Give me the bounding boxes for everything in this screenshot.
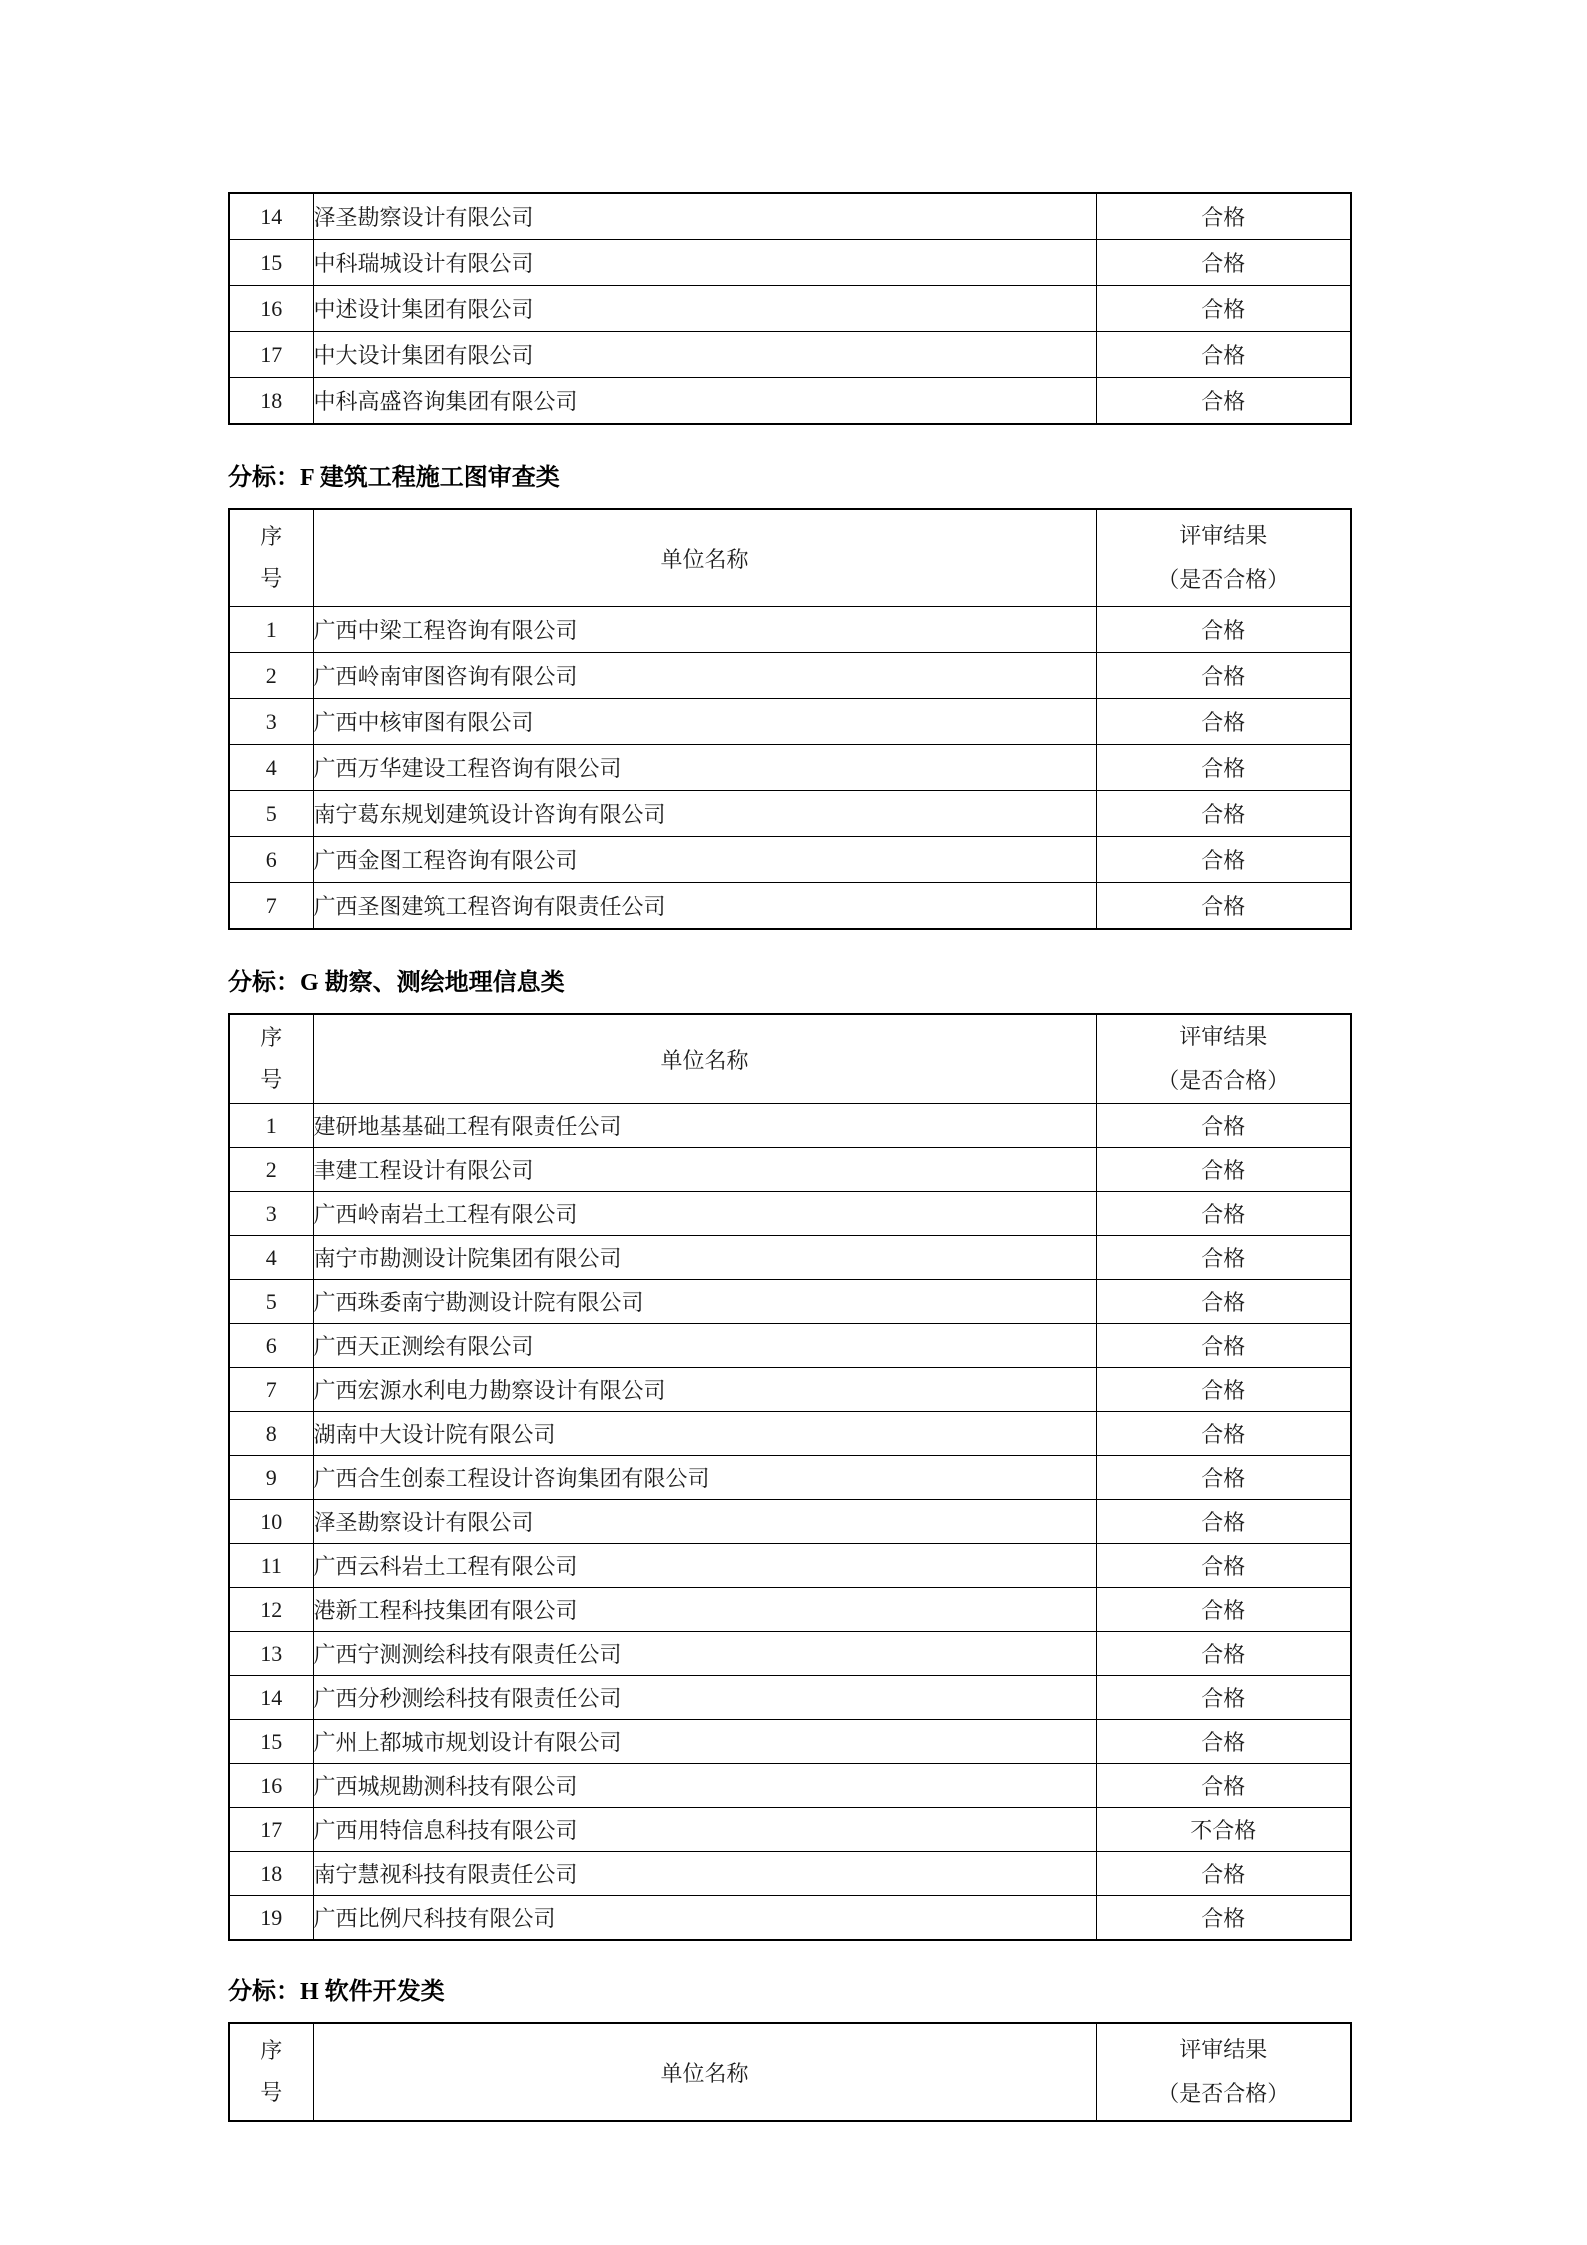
row-number: 4 bbox=[229, 745, 313, 791]
review-result: 合格 bbox=[1096, 1324, 1351, 1368]
table-row bbox=[229, 286, 1351, 332]
row-number: 8 bbox=[229, 1412, 313, 1456]
header-result-line2: （是否合格） bbox=[1157, 2081, 1290, 2106]
company-name: 广西岭南审图咨询有限公司 bbox=[313, 653, 1096, 699]
table-row bbox=[229, 1412, 1351, 1456]
table-f bbox=[228, 508, 1352, 930]
table-h-head bbox=[229, 2023, 1351, 2121]
table-row bbox=[229, 1104, 1351, 1148]
table-row bbox=[229, 1192, 1351, 1236]
company-name: 湖南中大设计院有限公司 bbox=[313, 1412, 1096, 1456]
header-row bbox=[229, 509, 1351, 607]
review-result: 合格 bbox=[1096, 791, 1351, 837]
row-number: 3 bbox=[229, 1192, 313, 1236]
row-number: 5 bbox=[229, 791, 313, 837]
review-result: 合格 bbox=[1096, 286, 1351, 332]
company-name: 中述设计集团有限公司 bbox=[313, 286, 1096, 332]
company-name: 南宁市勘测设计院集团有限公司 bbox=[313, 1236, 1096, 1280]
company-name: 中科高盛咨询集团有限公司 bbox=[313, 378, 1096, 425]
review-result: 合格 bbox=[1096, 1368, 1351, 1412]
row-number: 16 bbox=[229, 1764, 313, 1808]
table-row bbox=[229, 1500, 1351, 1544]
section-f-title: 分标：F 建筑工程施工图审查类 bbox=[228, 465, 560, 491]
table-row bbox=[229, 378, 1351, 425]
table-row bbox=[229, 1764, 1351, 1808]
table-h bbox=[228, 2022, 1352, 2122]
header-result-line2: （是否合格） bbox=[1157, 1068, 1290, 1093]
review-result: 合格 bbox=[1096, 883, 1351, 930]
row-number: 2 bbox=[229, 1148, 313, 1192]
row-number: 16 bbox=[229, 286, 313, 332]
header-cell-no: 序号 bbox=[229, 2023, 313, 2121]
review-result: 合格 bbox=[1096, 1588, 1351, 1632]
table-row bbox=[229, 1324, 1351, 1368]
review-result: 合格 bbox=[1096, 1148, 1351, 1192]
review-result: 合格 bbox=[1096, 745, 1351, 791]
table-row bbox=[229, 1544, 1351, 1588]
review-result: 合格 bbox=[1096, 1192, 1351, 1236]
table-row bbox=[229, 1632, 1351, 1676]
company-name: 广州上都城市规划设计有限公司 bbox=[313, 1720, 1096, 1764]
company-name: 广西宏源水利电力勘察设计有限公司 bbox=[313, 1368, 1096, 1412]
review-result: 合格 bbox=[1096, 837, 1351, 883]
header-cell-name: 单位名称 bbox=[313, 1014, 1096, 1104]
table-e-continued bbox=[228, 192, 1352, 425]
header-result-line1: 评审结果 bbox=[1179, 2037, 1268, 2062]
table-row bbox=[229, 883, 1351, 930]
review-result: 合格 bbox=[1096, 1896, 1351, 1941]
document-content bbox=[228, 192, 1350, 2122]
row-number: 13 bbox=[229, 1632, 313, 1676]
review-result: 合格 bbox=[1096, 1764, 1351, 1808]
review-result: 合格 bbox=[1096, 607, 1351, 653]
table-g-head bbox=[229, 1014, 1351, 1104]
header-cell-no: 序号 bbox=[229, 509, 313, 607]
review-result: 合格 bbox=[1096, 1104, 1351, 1148]
table-row bbox=[229, 837, 1351, 883]
review-result: 合格 bbox=[1096, 653, 1351, 699]
company-name: 南宁葛东规划建筑设计咨询有限公司 bbox=[313, 791, 1096, 837]
row-number: 10 bbox=[229, 1500, 313, 1544]
company-name: 广西金图工程咨询有限公司 bbox=[313, 837, 1096, 883]
header-result-line1: 评审结果 bbox=[1179, 523, 1268, 548]
company-name: 广西岭南岩土工程有限公司 bbox=[313, 1192, 1096, 1236]
row-number: 7 bbox=[229, 1368, 313, 1412]
company-name: 广西云科岩土工程有限公司 bbox=[313, 1544, 1096, 1588]
table-row bbox=[229, 745, 1351, 791]
table-row bbox=[229, 1676, 1351, 1720]
company-name: 广西中核审图有限公司 bbox=[313, 699, 1096, 745]
table-row bbox=[229, 1236, 1351, 1280]
review-result: 合格 bbox=[1096, 1280, 1351, 1324]
company-name: 广西珠委南宁勘测设计院有限公司 bbox=[313, 1280, 1096, 1324]
table-row bbox=[229, 1720, 1351, 1764]
company-name: 南宁慧视科技有限责任公司 bbox=[313, 1852, 1096, 1896]
table-row bbox=[229, 1456, 1351, 1500]
company-name: 广西宁测测绘科技有限责任公司 bbox=[313, 1632, 1096, 1676]
review-result: 不合格 bbox=[1096, 1808, 1351, 1852]
review-result: 合格 bbox=[1096, 1852, 1351, 1896]
header-cell-no: 序号 bbox=[229, 1014, 313, 1104]
review-result: 合格 bbox=[1096, 699, 1351, 745]
row-number: 12 bbox=[229, 1588, 313, 1632]
header-row bbox=[229, 1014, 1351, 1104]
row-number: 9 bbox=[229, 1456, 313, 1500]
header-row bbox=[229, 2023, 1351, 2121]
row-number: 5 bbox=[229, 1280, 313, 1324]
table-row bbox=[229, 332, 1351, 378]
section-h-title: 分标：H 软件开发类 bbox=[228, 1979, 445, 2005]
review-result: 合格 bbox=[1096, 378, 1351, 425]
review-result: 合格 bbox=[1096, 1632, 1351, 1676]
review-result: 合格 bbox=[1096, 1676, 1351, 1720]
company-name: 广西比例尺科技有限公司 bbox=[313, 1896, 1096, 1941]
table-row bbox=[229, 1896, 1351, 1941]
row-number: 17 bbox=[229, 332, 313, 378]
review-result: 合格 bbox=[1096, 193, 1351, 240]
table-row bbox=[229, 1808, 1351, 1852]
row-number: 18 bbox=[229, 1852, 313, 1896]
header-cell-result bbox=[1096, 509, 1351, 607]
header-cell-result bbox=[1096, 1014, 1351, 1104]
table-row bbox=[229, 1148, 1351, 1192]
row-number: 4 bbox=[229, 1236, 313, 1280]
table-row bbox=[229, 607, 1351, 653]
review-result: 合格 bbox=[1096, 1544, 1351, 1588]
row-number: 17 bbox=[229, 1808, 313, 1852]
review-result: 合格 bbox=[1096, 332, 1351, 378]
company-name: 中大设计集团有限公司 bbox=[313, 332, 1096, 378]
table-row bbox=[229, 699, 1351, 745]
row-number: 15 bbox=[229, 240, 313, 286]
row-number: 1 bbox=[229, 607, 313, 653]
table-f-head bbox=[229, 509, 1351, 607]
company-name: 港新工程科技集团有限公司 bbox=[313, 1588, 1096, 1632]
header-cell-name: 单位名称 bbox=[313, 509, 1096, 607]
company-name: 广西合生创泰工程设计咨询集团有限公司 bbox=[313, 1456, 1096, 1500]
row-number: 1 bbox=[229, 1104, 313, 1148]
table-row bbox=[229, 240, 1351, 286]
company-name: 广西天正测绘有限公司 bbox=[313, 1324, 1096, 1368]
review-result: 合格 bbox=[1096, 1412, 1351, 1456]
company-name: 中科瑞城设计有限公司 bbox=[313, 240, 1096, 286]
row-number: 11 bbox=[229, 1544, 313, 1588]
company-name: 建研地基基础工程有限责任公司 bbox=[313, 1104, 1096, 1148]
table-row bbox=[229, 1852, 1351, 1896]
header-cell-result bbox=[1096, 2023, 1351, 2121]
company-name: 广西圣图建筑工程咨询有限责任公司 bbox=[313, 883, 1096, 930]
header-cell-name: 单位名称 bbox=[313, 2023, 1096, 2121]
row-number: 7 bbox=[229, 883, 313, 930]
table-row bbox=[229, 653, 1351, 699]
row-number: 19 bbox=[229, 1896, 313, 1941]
row-number: 14 bbox=[229, 1676, 313, 1720]
row-number: 2 bbox=[229, 653, 313, 699]
row-number: 18 bbox=[229, 378, 313, 425]
review-result: 合格 bbox=[1096, 1236, 1351, 1280]
review-result: 合格 bbox=[1096, 240, 1351, 286]
company-name: 广西用特信息科技有限公司 bbox=[313, 1808, 1096, 1852]
row-number: 14 bbox=[229, 193, 313, 240]
row-number: 6 bbox=[229, 837, 313, 883]
row-number: 3 bbox=[229, 699, 313, 745]
table-row bbox=[229, 1368, 1351, 1412]
row-number: 6 bbox=[229, 1324, 313, 1368]
company-name: 广西万华建设工程咨询有限公司 bbox=[313, 745, 1096, 791]
header-result-line2: （是否合格） bbox=[1157, 567, 1290, 592]
company-name: 聿建工程设计有限公司 bbox=[313, 1148, 1096, 1192]
row-number: 15 bbox=[229, 1720, 313, 1764]
table-row bbox=[229, 791, 1351, 837]
table-f-body bbox=[229, 607, 1351, 930]
company-name: 广西城规勘测科技有限公司 bbox=[313, 1764, 1096, 1808]
header-result-line1: 评审结果 bbox=[1179, 1024, 1268, 1049]
review-result: 合格 bbox=[1096, 1500, 1351, 1544]
table-e-body bbox=[229, 193, 1351, 424]
review-result: 合格 bbox=[1096, 1456, 1351, 1500]
table-row bbox=[229, 193, 1351, 240]
section-g-title: 分标：G 勘察、测绘地理信息类 bbox=[228, 970, 565, 996]
table-g bbox=[228, 1013, 1352, 1941]
table-g-body bbox=[229, 1104, 1351, 1941]
company-name: 广西分秒测绘科技有限责任公司 bbox=[313, 1676, 1096, 1720]
company-name: 广西中梁工程咨询有限公司 bbox=[313, 607, 1096, 653]
table-row bbox=[229, 1280, 1351, 1324]
review-result: 合格 bbox=[1096, 1720, 1351, 1764]
company-name: 泽圣勘察设计有限公司 bbox=[313, 1500, 1096, 1544]
company-name: 泽圣勘察设计有限公司 bbox=[313, 193, 1096, 240]
table-row bbox=[229, 1588, 1351, 1632]
